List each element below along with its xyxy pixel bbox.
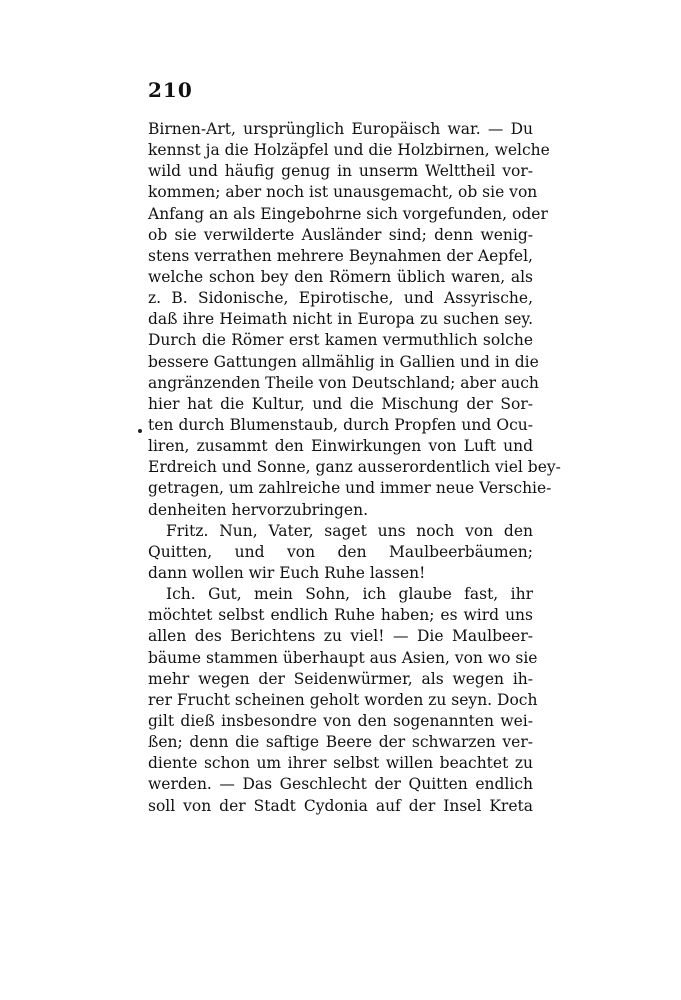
text-line: diente schon um ihrer selbst willen beachtet zu xyxy=(148,754,533,773)
text-line: denheiten hervorzubringen. xyxy=(148,500,368,519)
body-text xyxy=(148,119,561,817)
text-line: mehr wegen der Seidenwürmer, als wegen ih- xyxy=(148,669,533,688)
text-line: ob sie verwilderte Ausländer sind; denn wenig- xyxy=(148,225,533,244)
text-line: ten durch Blumenstaub, durch Propfen und Ocu- xyxy=(148,415,533,434)
text-line: allen des Berichtens zu viel! — Die Maulbeer- xyxy=(148,627,533,646)
text-line: kennst ja die Holzäpfel und die Holzbirnen, welche xyxy=(148,141,550,160)
text-line: Ich. Gut, mein Sohn, ich glaube fast, ihr xyxy=(166,585,533,604)
text-line: Fritz. Nun, Vater, saget uns noch von den xyxy=(166,521,533,540)
text-line: wild und häufig genug in unserm Welttheil vor- xyxy=(148,162,533,181)
text-line: werden. — Das Geschlecht der Quitten endlich xyxy=(148,775,533,794)
text-line: Quitten, und von den Maulbeerbäumen; xyxy=(148,542,533,561)
text-line: angränzenden Theile von Deutschland; aber auch xyxy=(148,373,539,392)
text-line: Durch die Römer erst kamen vermuthlich solche xyxy=(148,331,533,350)
text-line: stens verrathen mehrere Beynahmen der Aepfel, xyxy=(148,246,533,265)
text-line: welche schon bey den Römern üblich waren, als xyxy=(148,267,533,286)
page-number: 210 xyxy=(148,78,193,102)
text-line: bäume stammen überhaupt aus Asien, von wo sie xyxy=(148,648,538,667)
text-line: ßen; denn die saftige Beere der schwarzen ver- xyxy=(148,733,533,752)
text-line: liren, zusammt den Einwirkungen von Luft und xyxy=(148,437,533,456)
text-line: hier hat die Kultur, und die Mischung der Sor- xyxy=(148,394,533,413)
text-line: möchtet selbst endlich Ruhe haben; es wird uns xyxy=(148,606,533,625)
text-line: getragen, um zahlreiche und immer neue Verschie- xyxy=(148,479,552,498)
text-line: z. B. Sidonische, Epirotische, und Assyrische, xyxy=(148,289,533,308)
text-line: soll von der Stadt Cydonia auf der Insel Kreta xyxy=(148,796,533,815)
text-line: gilt dieß insbesondre von den sogenannten wei- xyxy=(148,711,533,730)
text-line: kommen; aber noch ist unausgemacht, ob sie von xyxy=(148,183,538,202)
text-line: daß ihre Heimath nicht in Europa zu suchen sey. xyxy=(148,310,533,329)
text-line: dann wollen wir Euch Ruhe lassen! xyxy=(148,563,426,582)
text-line: Birnen-Art, ursprünglich Europäisch war. — Du xyxy=(148,120,533,138)
text-line: bessere Gattungen allmählig in Gallien und in die xyxy=(148,352,539,371)
margin-ink-mark xyxy=(138,429,142,433)
text-line: Erdreich und Sonne, ganz ausserordentlich viel bey- xyxy=(148,458,561,477)
text-line: rer Frucht scheinen geholt worden zu seyn. Doch xyxy=(148,690,538,709)
text-line: Anfang an als Eingebohrne sich vorgefunden, oder xyxy=(148,204,548,223)
